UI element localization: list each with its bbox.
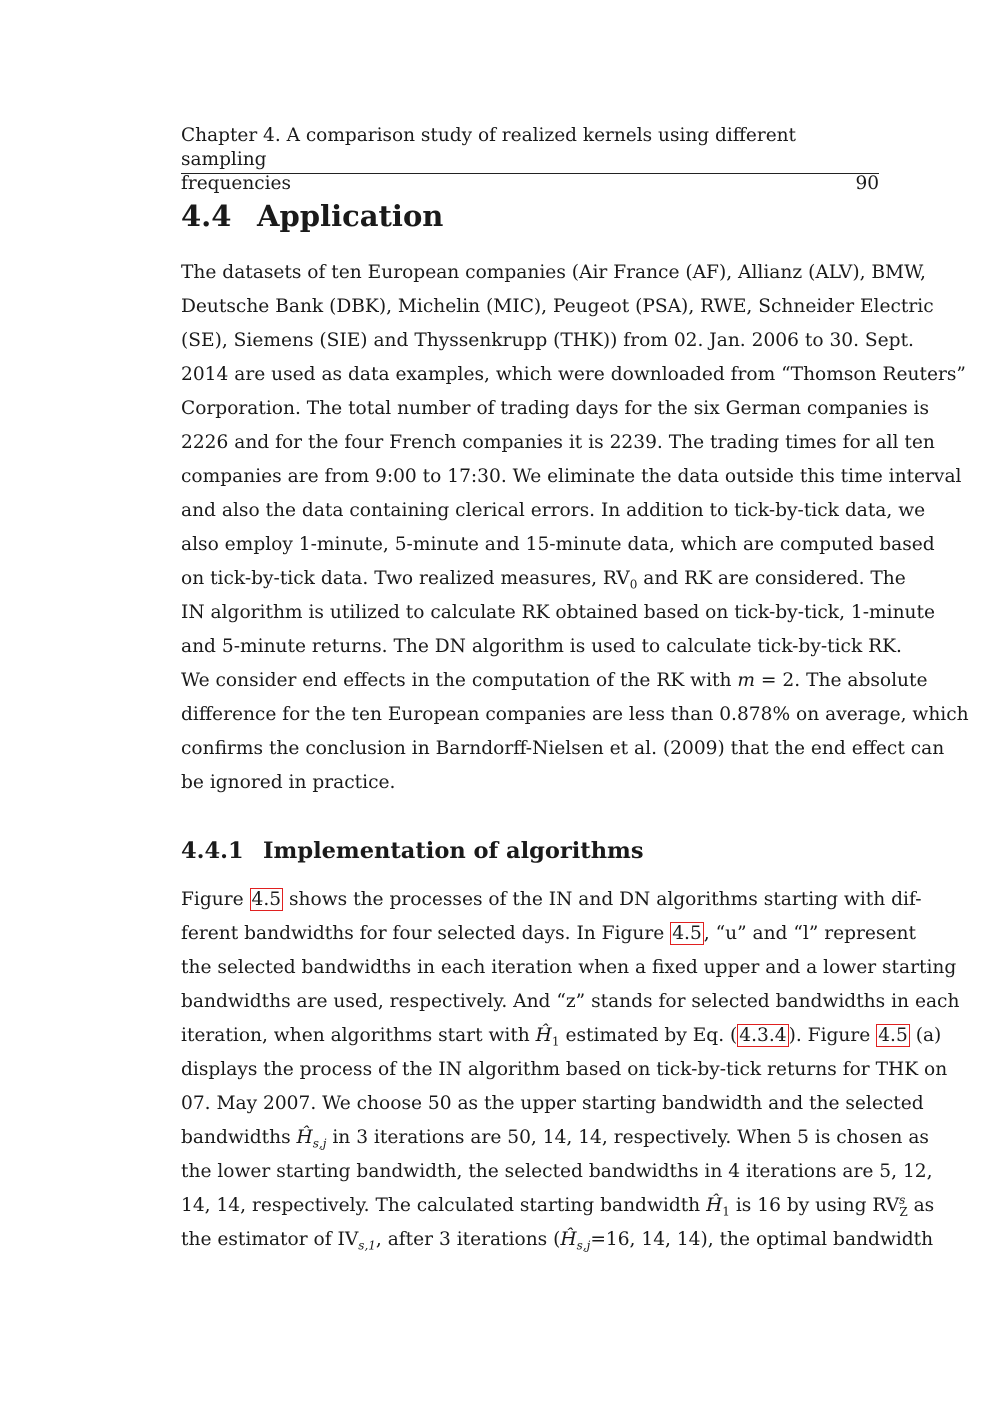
- text-line: bandwidths are used, respectively. And “z” stands for selected bandwidths in each: [181, 991, 960, 1012]
- header-rule: [181, 173, 879, 174]
- text-line: the lower starting bandwidth, the selected bandwidths in 4 iterations are 5, 12,: [181, 1161, 933, 1182]
- text-segment: the estimator of IV: [181, 1229, 359, 1250]
- text-line: Corporation. The total number of trading days for the six German companies is: [181, 398, 930, 419]
- math-variable: m: [737, 670, 756, 691]
- text-segment: ferent bandwidths for four selected days. In Figure: [181, 923, 671, 944]
- paragraph-application: [181, 256, 969, 800]
- text-line: and also the data containing clerical errors. In addition to tick-by-tick data, we: [181, 500, 926, 521]
- text-line: [181, 1019, 942, 1053]
- text-segment: on tick-by-tick data. Two realized measures, RV: [181, 568, 630, 589]
- text-line: [181, 1189, 935, 1223]
- text-segment: shows the processes of the IN and DN algorithms starting with dif-: [283, 889, 922, 910]
- figure-link[interactable]: 4.5: [672, 923, 702, 944]
- subsection-title: Implementation of algorithms: [263, 838, 644, 864]
- text-line: 2014 are used as data examples, which were downloaded from “Thomson Reuters”: [181, 364, 966, 385]
- page-number: 90: [855, 173, 879, 194]
- text-line: 07. May 2007. We choose 50 as the upper starting bandwidth and the selected: [181, 1093, 924, 1114]
- text-line: and 5-minute returns. The DN algorithm is used to calculate tick-by-tick RK.: [181, 636, 902, 657]
- math-variable: Ĥ: [560, 1229, 577, 1250]
- text-line: [181, 562, 906, 596]
- text-segment: in 3 iterations are 50, 14, 14, respectively. When 5 is chosen as: [326, 1127, 929, 1148]
- text-segment: We consider end effects in the computation of the RK with: [181, 670, 738, 691]
- text-segment: =16, 14, 14), the optimal bandwidth: [590, 1229, 934, 1250]
- text-line: difference for the ten European companies are less than 0.878% on average, which: [181, 704, 969, 725]
- text-line: [181, 1121, 929, 1155]
- text-line: IN algorithm is utilized to calculate RK obtained based on tick-by-tick, 1-minute: [181, 602, 936, 623]
- text-segment: (a): [909, 1025, 942, 1046]
- text-line: [181, 664, 928, 698]
- math-variable: Ĥ: [706, 1195, 723, 1216]
- text-line: The datasets of ten European companies (Air France (AF), Allianz (ALV), BMW,: [181, 262, 926, 283]
- text-segment: Figure: [181, 889, 250, 910]
- text-segment: , after 3 iterations (: [375, 1229, 561, 1250]
- subscript: Z: [899, 1204, 908, 1219]
- text-line: 2226 and for the four French companies it is 2239. The trading times for all ten: [181, 432, 935, 453]
- text-segment: as: [907, 1195, 935, 1216]
- header-line-1: Chapter 4. A comparison study of realized kernels using different sampling: [181, 125, 796, 170]
- section-heading: [181, 196, 443, 236]
- text-line: [181, 917, 916, 951]
- math-variable: Ĥ: [535, 1025, 552, 1046]
- subscript: 1: [551, 1034, 560, 1049]
- figure-link[interactable]: 4.5: [878, 1025, 908, 1046]
- subscript: s,j: [312, 1136, 327, 1151]
- text-segment: and RK are considered. The: [637, 568, 906, 589]
- running-header: [181, 124, 879, 196]
- text-segment: iteration, when algorithms start with: [181, 1025, 536, 1046]
- text-line: [181, 1223, 934, 1257]
- subscript: s,j: [576, 1238, 591, 1253]
- superscript: s: [899, 1192, 906, 1207]
- subscript: 0: [629, 577, 638, 592]
- text-line: confirms the conclusion in Barndorff-Nielsen et al. (2009) that the end effect can: [181, 738, 945, 759]
- subsection-heading: [181, 834, 644, 868]
- text-line: Deutsche Bank (DBK), Michelin (MIC), Peugeot (PSA), RWE, Schneider Electric: [181, 296, 934, 317]
- text-line: displays the process of the IN algorithm based on tick-by-tick returns for THK on: [181, 1059, 948, 1080]
- subscript: 1: [722, 1204, 730, 1219]
- text-segment: is 16 by using RV: [729, 1195, 900, 1216]
- math-variable: Ĥ: [296, 1127, 313, 1148]
- section-title: Application: [257, 199, 444, 233]
- equation-link[interactable]: 4.3.4: [739, 1025, 787, 1046]
- subscript: s,1: [358, 1238, 376, 1253]
- text-line: also employ 1-minute, 5-minute and 15-minute data, which are computed based: [181, 534, 935, 555]
- text-segment: ). Figure: [788, 1025, 877, 1046]
- text-line: [181, 883, 922, 917]
- text-segment: bandwidths: [181, 1127, 297, 1148]
- text-line: be ignored in practice.: [181, 772, 396, 793]
- text-segment: estimated by Eq. (: [559, 1025, 738, 1046]
- text-line: companies are from 9:00 to 17:30. We eliminate the data outside this time interval: [181, 466, 962, 487]
- figure-link[interactable]: 4.5: [251, 889, 282, 910]
- text-segment: , “u” and “l” represent: [703, 923, 916, 944]
- section-number: 4.4: [181, 199, 232, 233]
- subsection-number: 4.4.1: [181, 838, 244, 864]
- paragraph-implementation: [181, 883, 960, 1257]
- header-line-2: frequencies: [181, 173, 291, 194]
- text-line: (SE), Siemens (SIE) and Thyssenkrupp (THK)) from 02. Jan. 2006 to 30. Sept.: [181, 330, 914, 351]
- text-segment: 14, 14, respectively. The calculated starting bandwidth: [181, 1195, 707, 1216]
- text-segment: = 2. The absolute: [755, 670, 928, 691]
- text-line: the selected bandwidths in each iteration when a fixed upper and a lower starting: [181, 957, 957, 978]
